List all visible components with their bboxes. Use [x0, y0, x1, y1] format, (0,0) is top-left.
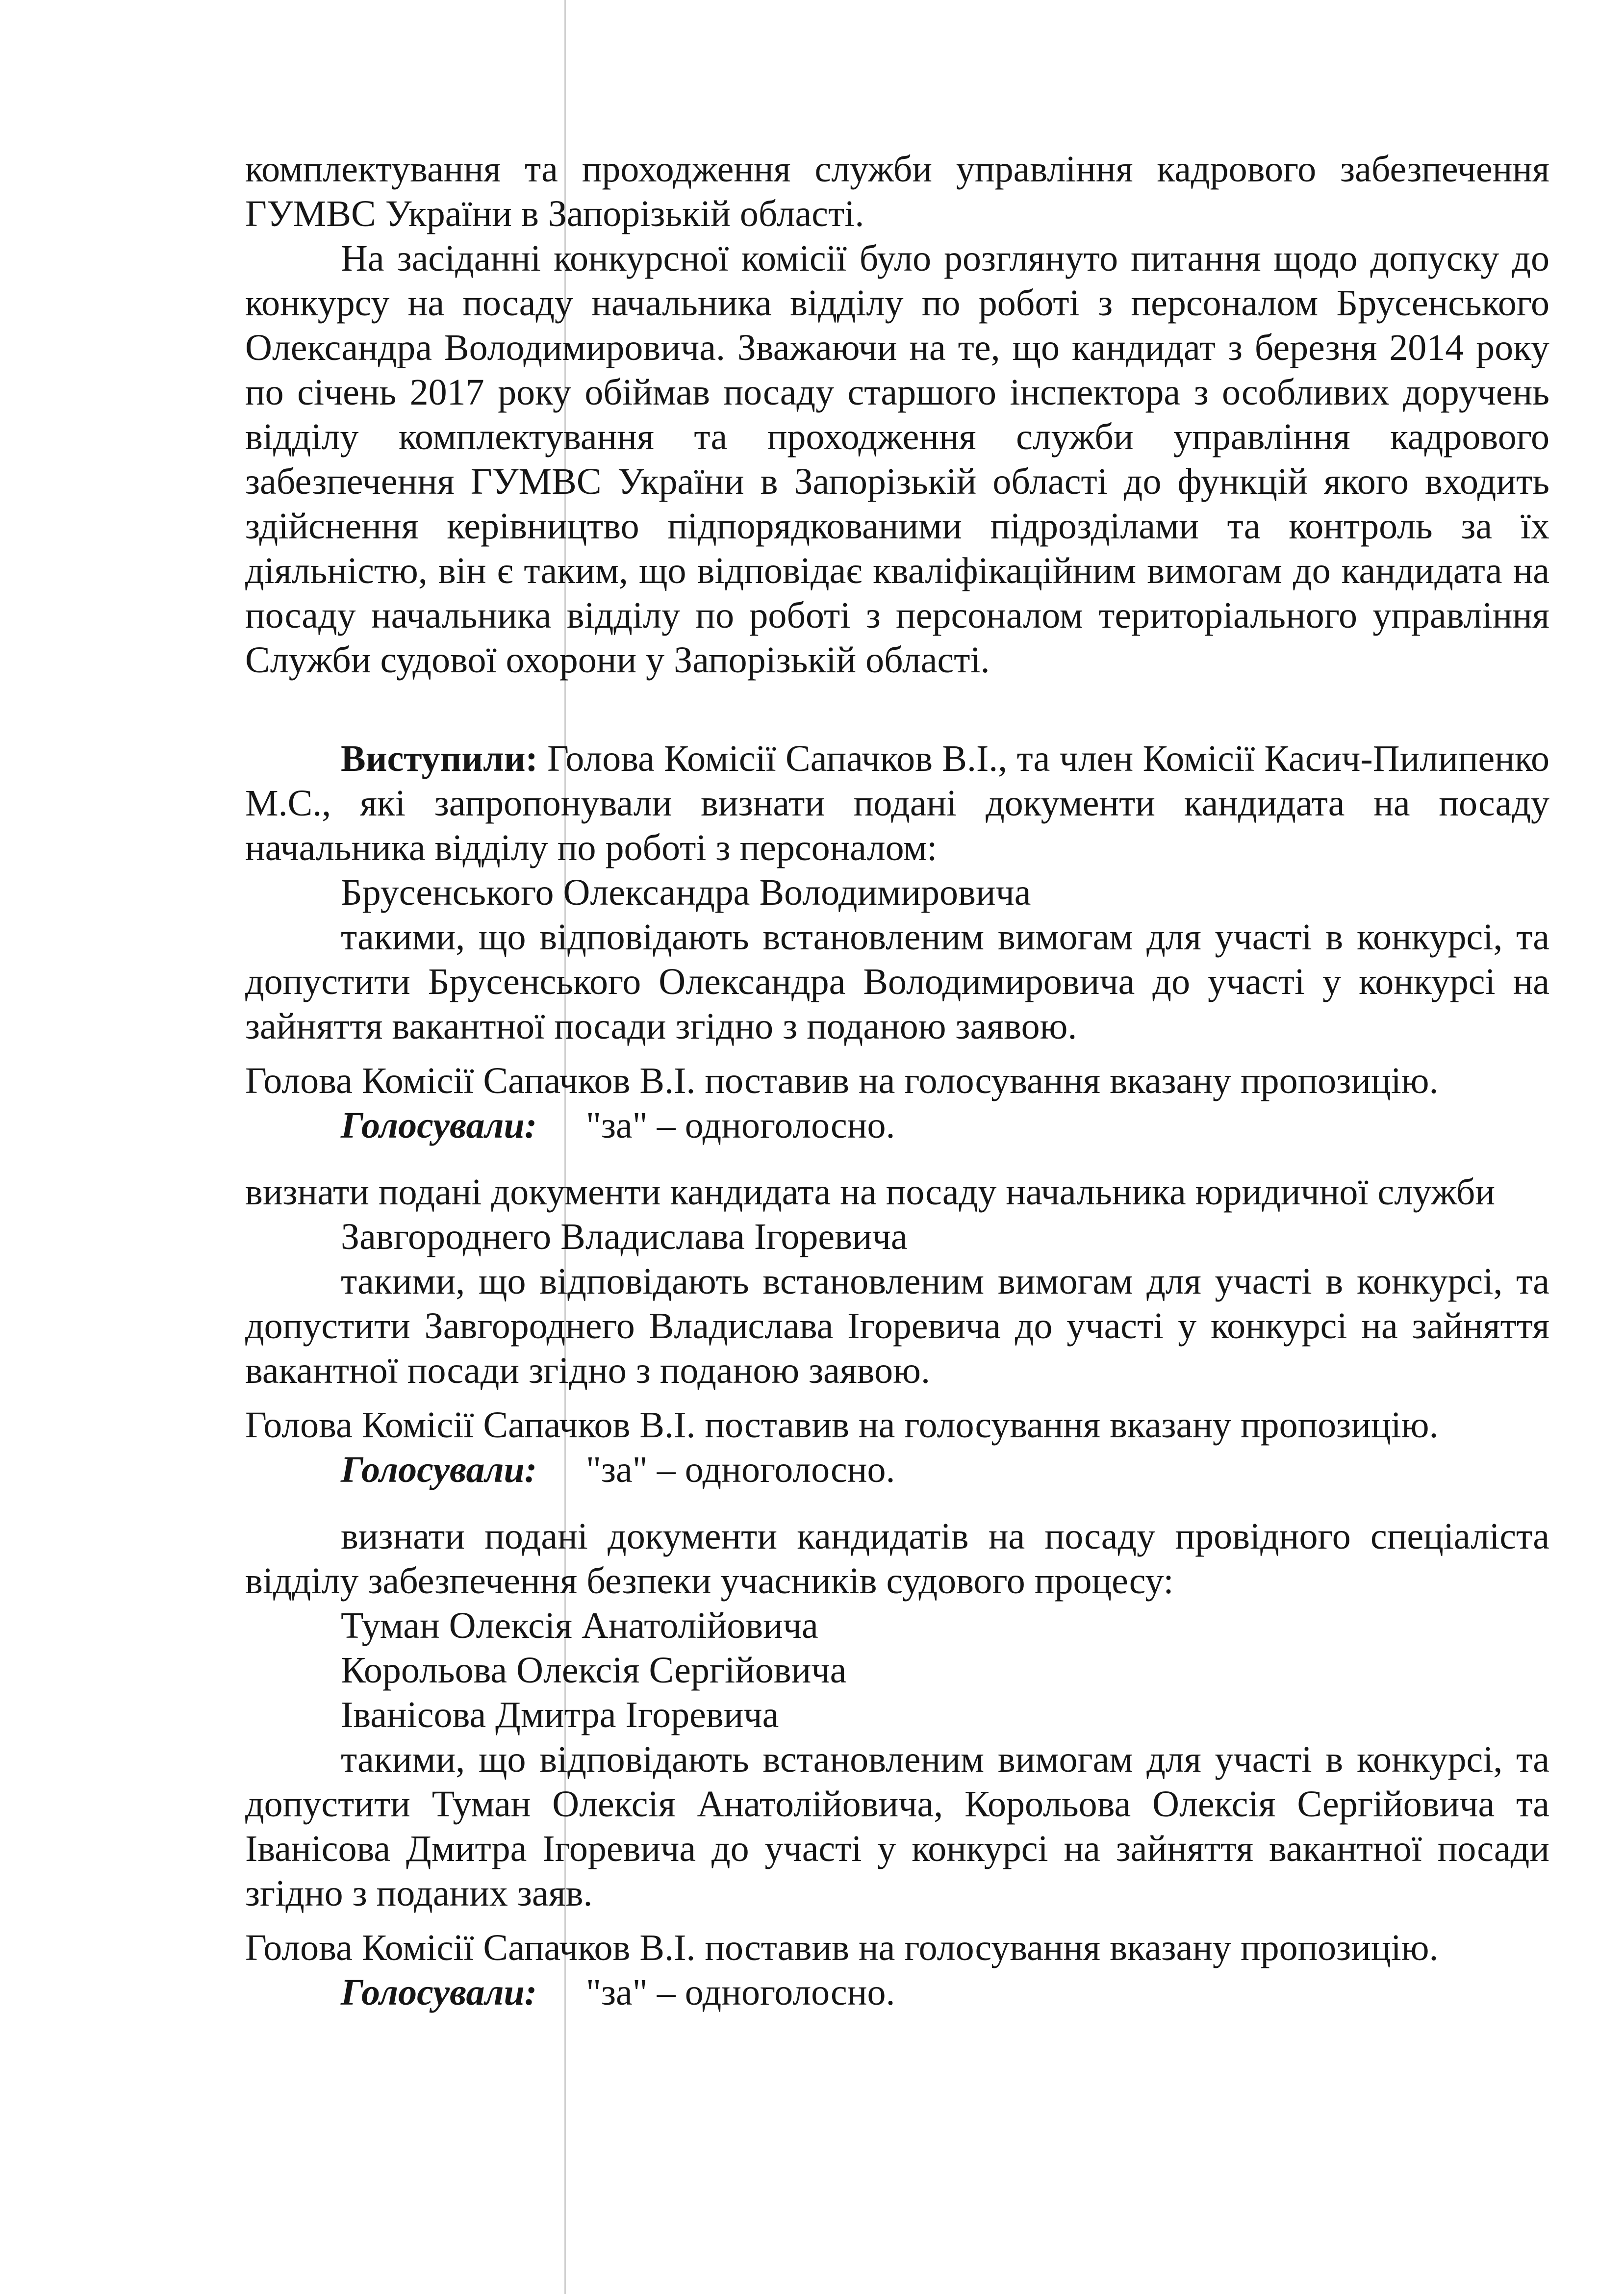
voted-text: "за" – одноголосно.	[586, 1449, 895, 1490]
spacer	[245, 1393, 1549, 1403]
vote-result-3	[245, 1970, 1549, 2015]
spacer	[245, 1148, 1549, 1170]
paragraph-candidates-345-admit: такими, що відповідають встановленим вимогам для участі в конкурсі, та допустити Туман Олексія Анатолійовича, Корольова Олексія Сергійовича та Іванісова Дмитра Ігоревича до участі у конкурсі на зайняття вакантної посади згідно з поданих заяв.	[245, 1739, 1549, 1914]
voted-label: Голосували:	[341, 1449, 537, 1490]
voted-text: "за" – одноголосно.	[586, 1105, 895, 1146]
chair-vote-statement-2: Голова Комісії Сапачков В.І. поставив на голосування вказану пропозицію.	[245, 1404, 1439, 1446]
paragraph-security-department: визнати подані документи кандидатів на посаду провідного спеціаліста відділу забезпечення безпеки учасників судового процесу:	[245, 1516, 1549, 1602]
paragraph-legal-service: визнати подані документи кандидата на посаду начальника юридичної служби	[245, 1172, 1496, 1213]
candidate-name-4: Корольова Олексія Сергійовича	[341, 1650, 847, 1691]
document-body	[245, 147, 1549, 2015]
spacer	[245, 1492, 1549, 1514]
chair-vote-statement-1: Голова Комісії Сапачков В.І. поставив на голосування вказану пропозицію.	[245, 1060, 1439, 1101]
voted-text: "за" – одноголосно.	[586, 1972, 895, 2013]
spacer	[245, 1916, 1549, 1926]
paragraph-commission-review: На засіданні конкурсної комісії було розглянуто питання щодо допуску до конкурсу на посаду начальника відділу по роботі з персоналом Брусенського Олександра Володимировича. Зважаючи на те, що кандидат з березня 2014 року по січень 2017 року обіймав посаду старшого інспектора з особливих доручень відділу комплектування та проходження служби управління кадрового забезпечення ГУМВС України в Запорізькій області до функцій якого входить здійснення керівництво підпорядкованими підрозділами та контроль за їх діяльністю, він є таким, що відповідає кваліфікаційним вимогам до кандидата на посаду начальника відділу по роботі з персоналом територіального управління Служби судової охорони у Запорізькій області.	[245, 238, 1549, 681]
voted-label: Голосували:	[341, 1105, 537, 1146]
spacer	[245, 1049, 1549, 1059]
spacer	[245, 683, 1549, 737]
candidate-name-3: Туман Олексія Анатолійовича	[341, 1605, 818, 1646]
vote-result-1	[245, 1103, 1549, 1148]
chair-vote-statement-3: Голова Комісії Сапачков В.І. поставив на голосування вказану пропозицію.	[245, 1927, 1439, 1968]
paragraph-candidate-2-admit: такими, що відповідають встановленим вимогам для участі в конкурсі, та допустити Завгороднего Владислава Ігоревича до участі у конкурсі на зайняття вакантної посади згідно з поданою заявою.	[245, 1261, 1549, 1391]
voted-label: Голосували:	[341, 1972, 537, 2013]
paragraph-candidate-1-admit: такими, що відповідають встановленим вимогам для участі в конкурсі, та допустити Брусенського Олександра Володимировича до участі у конкурсі на зайняття вакантної посади згідно з поданою заявою.	[245, 917, 1549, 1047]
paragraph-speakers	[245, 737, 1549, 870]
candidate-name-5: Іванісова Дмитра Ігоревича	[341, 1694, 779, 1735]
vote-result-2	[245, 1448, 1549, 1492]
candidate-name-2: Завгороднего Владислава Ігоревича	[341, 1216, 908, 1257]
candidate-name-1: Брусенського Олександра Володимировича	[341, 872, 1031, 913]
paragraph-intro-continuation: комплектування та проходження служби управління кадрового забезпечення ГУМВС України в Запорізькій області.	[245, 149, 1549, 234]
speakers-text: Голова Комісії Сапачков В.І., та член Комісії Касич-Пилипенко М.С., які запропонували визнати подані документи кандидата на посаду начальника відділу по роботі з персоналом:	[245, 738, 1549, 868]
speakers-label: Виступили:	[341, 738, 538, 779]
